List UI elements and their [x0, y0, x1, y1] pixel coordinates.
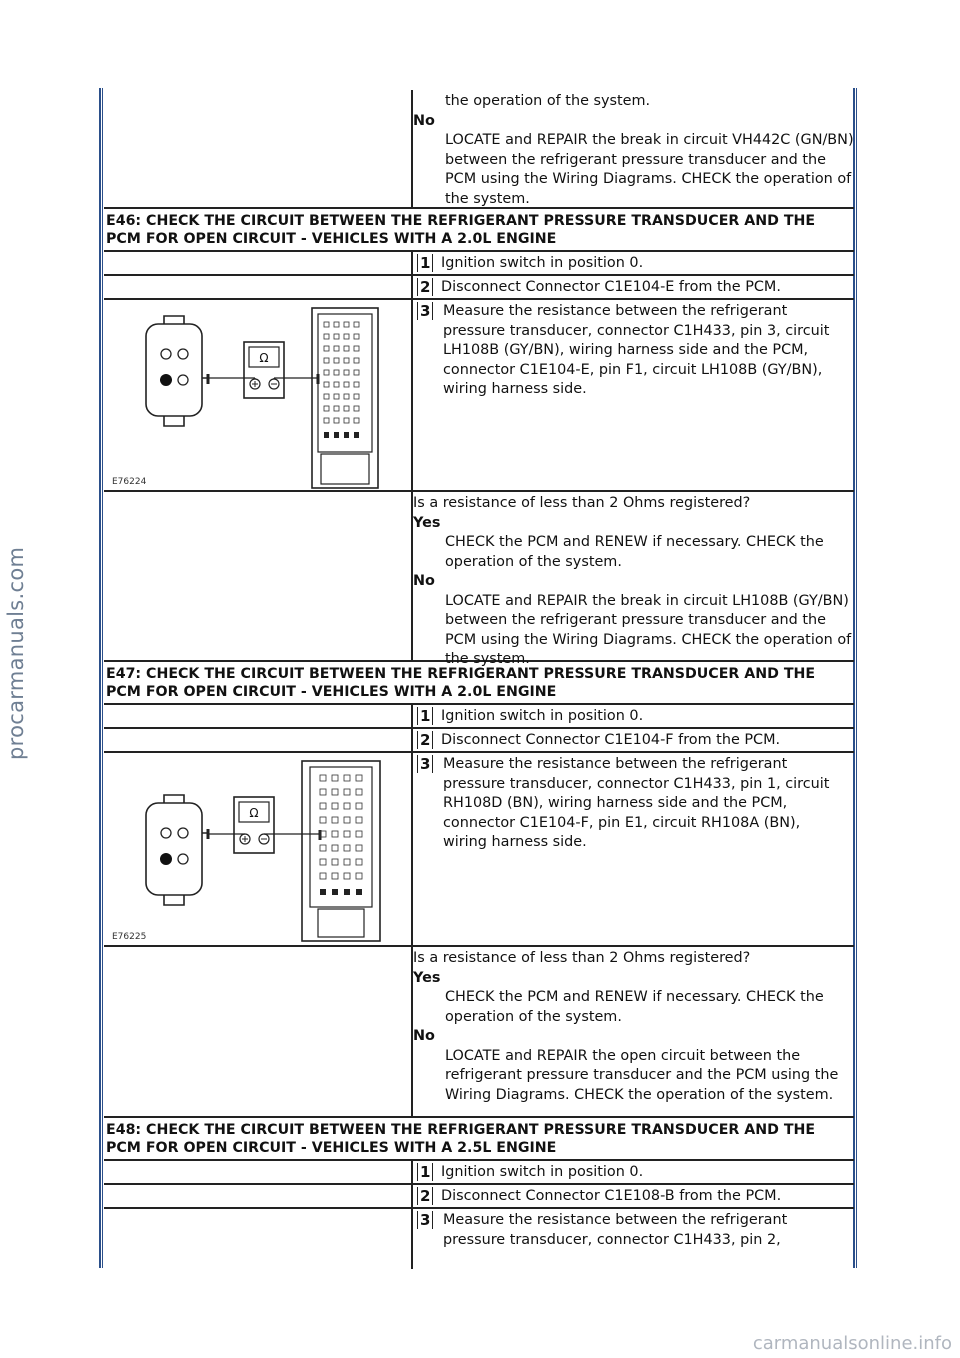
e48-step2-row — [104, 1185, 854, 1209]
e47-step3-row — [104, 753, 854, 947]
no-text: LOCATE and REPAIR the open circuit between the refrigerant pressure transducer and the PCM using the Wiring Diagrams. CHECK the operation of the system. — [445, 1047, 839, 1103]
step-number: 1 — [417, 707, 433, 725]
yes-text: CHECK the PCM and RENEW if necessary. CHECK the operation of the system. — [445, 534, 824, 570]
ohm-symbol: Ω — [259, 351, 269, 365]
step-number: 2 — [417, 278, 433, 296]
step-text: Disconnect Connector C1E104-E from the PCM. — [441, 279, 781, 295]
question-text: Is a resistance of less than 2 Ohms registered? — [413, 950, 751, 966]
document-body — [104, 90, 854, 1269]
footer-watermark: carmanualsonline.info — [752, 1333, 952, 1354]
step-number: 1 — [417, 1163, 433, 1181]
continuation-text: the operation of the system. — [445, 93, 651, 109]
wiring-diagram — [106, 757, 409, 945]
no-label: No — [413, 112, 435, 129]
e46-step2-row — [104, 276, 854, 300]
step-text: Disconnect Connector C1E108-B from the PCM. — [441, 1188, 782, 1204]
e47-result-row — [104, 947, 854, 1118]
e47-step2-row — [104, 729, 854, 753]
no-text: LOCATE and REPAIR the break in circuit LH108B (GY/BN) between the refrigerant pressure transducer and the PCM using the Wiring Diagrams. CHECK the operation of the system. — [445, 592, 852, 667]
e47-figure — [104, 753, 413, 945]
e48-step1-row — [104, 1161, 854, 1185]
step-text: Measure the resistance between the refrigerant pressure transducer, connector C1H433, pin 2, — [443, 1212, 788, 1248]
yes-label: Yes — [413, 969, 441, 986]
e47-step1-row — [104, 705, 854, 729]
yes-label: Yes — [413, 514, 441, 531]
step-text: Ignition switch in position 0. — [441, 255, 644, 271]
side-watermark: procarmanuals.com — [4, 546, 28, 760]
continuation-row — [104, 90, 854, 209]
no-label: No — [413, 1028, 435, 1044]
step-number: 3 — [417, 1211, 433, 1229]
step-number: 3 — [417, 755, 433, 773]
e46-figure — [104, 300, 413, 490]
step-number: 1 — [417, 254, 433, 272]
step-number: 3 — [417, 302, 433, 320]
figure-code: E76225 — [112, 932, 147, 942]
e48-step3-row — [104, 1209, 854, 1269]
step-number: 2 — [417, 731, 433, 749]
e46-step1-row — [104, 252, 854, 276]
e47-title: E47: CHECK THE CIRCUIT BETWEEN THE REFRIGERANT PRESSURE TRANSDUCER AND THE PCM FOR OPEN CIRCUIT - VEHICLES WITH A 2.0L ENGINE — [104, 662, 854, 705]
figure-code: E76224 — [112, 477, 147, 487]
step-text: Ignition switch in position 0. — [441, 708, 644, 724]
ohm-symbol: Ω — [249, 806, 259, 820]
no-text: LOCATE and REPAIR the break in circuit VH442C (GN/BN) between the refrigerant pressure transducer and the PCM using the Wiring Diagrams. CHECK the operation of the system. — [445, 132, 854, 207]
step-number: 2 — [417, 1187, 433, 1205]
step-text: Measure the resistance between the refrigerant pressure transducer, connector C1H433, pin 1, circuit RH108D (BN), wiring harness side and the PCM, connector C1E104-F, pin E1, circuit RH108A (BN), wiring harness side. — [443, 756, 830, 850]
yes-text: CHECK the PCM and RENEW if necessary. CHECK the operation of the system. — [445, 989, 824, 1025]
left-margin-bar — [99, 88, 103, 1268]
e46-result-row — [104, 492, 854, 667]
step-text: Measure the resistance between the refrigerant pressure transducer, connector C1H433, pin 3, circuit LH108B (GY/BN), wiring harness side and the PCM, connector C1E104-E, pin F1, circuit LH108B (GY/BN), wiring harness side. — [443, 303, 830, 397]
no-label: No — [413, 573, 435, 589]
step-text: Ignition switch in position 0. — [441, 1164, 644, 1180]
e46-title: E46: CHECK THE CIRCUIT BETWEEN THE REFRIGERANT PRESSURE TRANSDUCER AND THE PCM FOR OPEN CIRCUIT - VEHICLES WITH A 2.0L ENGINE — [104, 209, 854, 252]
e48-title: E48: CHECK THE CIRCUIT BETWEEN THE REFRIGERANT PRESSURE TRANSDUCER AND THE PCM FOR OPEN CIRCUIT - VEHICLES WITH A 2.5L ENGINE — [104, 1118, 854, 1161]
wiring-diagram — [106, 304, 409, 490]
e46-step3-row — [104, 300, 854, 492]
step-text: Disconnect Connector C1E104-F from the PCM. — [441, 732, 781, 748]
question-text: Is a resistance of less than 2 Ohms registered? — [413, 495, 751, 511]
